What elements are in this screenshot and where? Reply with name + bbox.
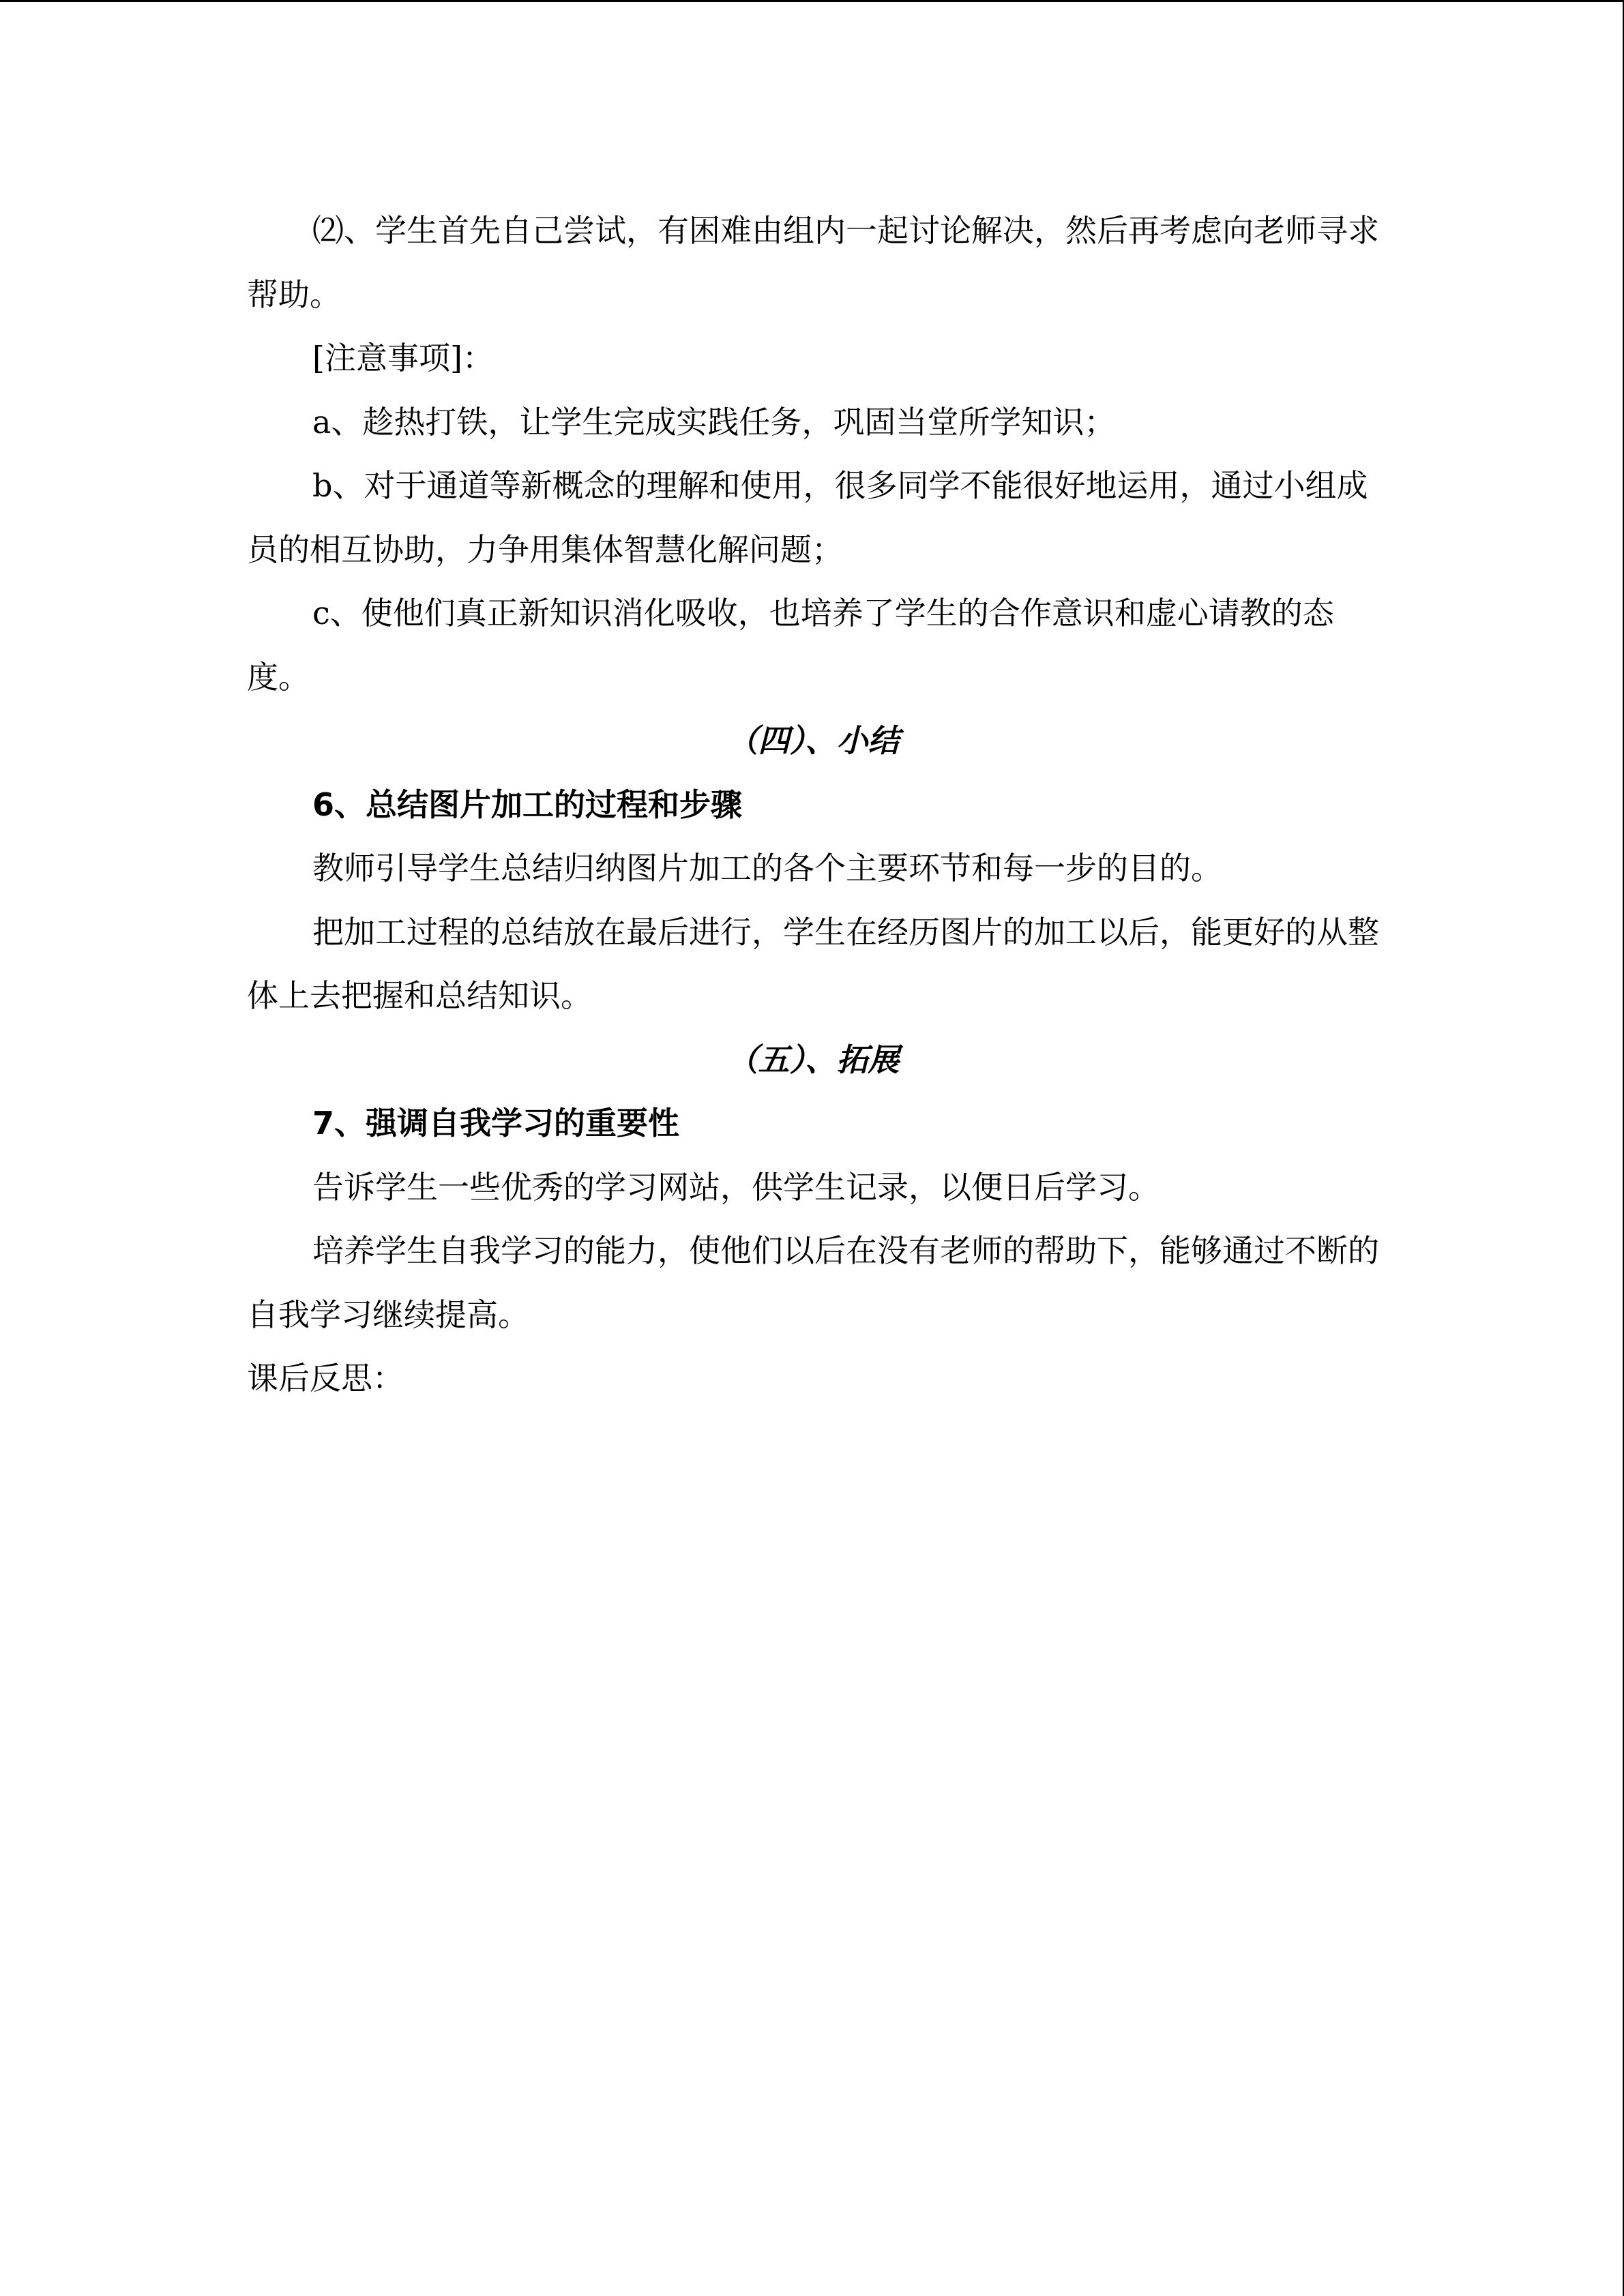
paragraph-summary-purpose: 把加工过程的总结放在最后进行，学生在经历图片的加工以后，能更好的从整体上去把握和总结知识。	[247, 913, 1379, 1014]
document-body	[247, 199, 1379, 1411]
paragraph-notes-heading: [注意事项]：	[312, 340, 494, 376]
section-heading-summary: （四）、小结	[726, 722, 900, 759]
paragraph-summary-guide: 教师引导学生总结归纳图片加工的各个主要环节和每一步的目的。	[312, 850, 1222, 886]
paragraph-note-a: a、趁热打铁，让学生完成实践任务，巩固当堂所学知识；	[312, 403, 1116, 441]
item-heading-7: 7、强调自我学习的重要性	[312, 1105, 680, 1142]
section-heading-extension: （五）、拓展	[726, 1041, 900, 1078]
paragraph-note-c: c、使他们真正新知识消化吸收，也培养了学生的合作意识和虚心请教的态度。	[247, 595, 1334, 696]
paragraph-note-b: b、对于通道等新概念的理解和使用，很多同学不能很好地运用，通过小组成员的相互协助，力争用集体智慧化解问题；	[247, 467, 1368, 568]
paragraph-websites: 告诉学生一些优秀的学习网站，供学生记录，以便日后学习。	[312, 1168, 1160, 1206]
page-top-border	[0, 0, 1624, 2]
item-heading-6: 6、总结图片加工的过程和步骤	[312, 786, 743, 823]
paragraph-step-2: ⑵、学生首先自己尝试，有困难由组内一起讨论解决，然后再考虑向老师寻求帮助。	[247, 212, 1379, 313]
paragraph-reflection-label: 课后反思：	[247, 1360, 404, 1397]
paragraph-self-learning: 培养学生自我学习的能力，使他们以后在没有老师的帮助下，能够通过不断的自我学习继续提高。	[247, 1232, 1379, 1333]
